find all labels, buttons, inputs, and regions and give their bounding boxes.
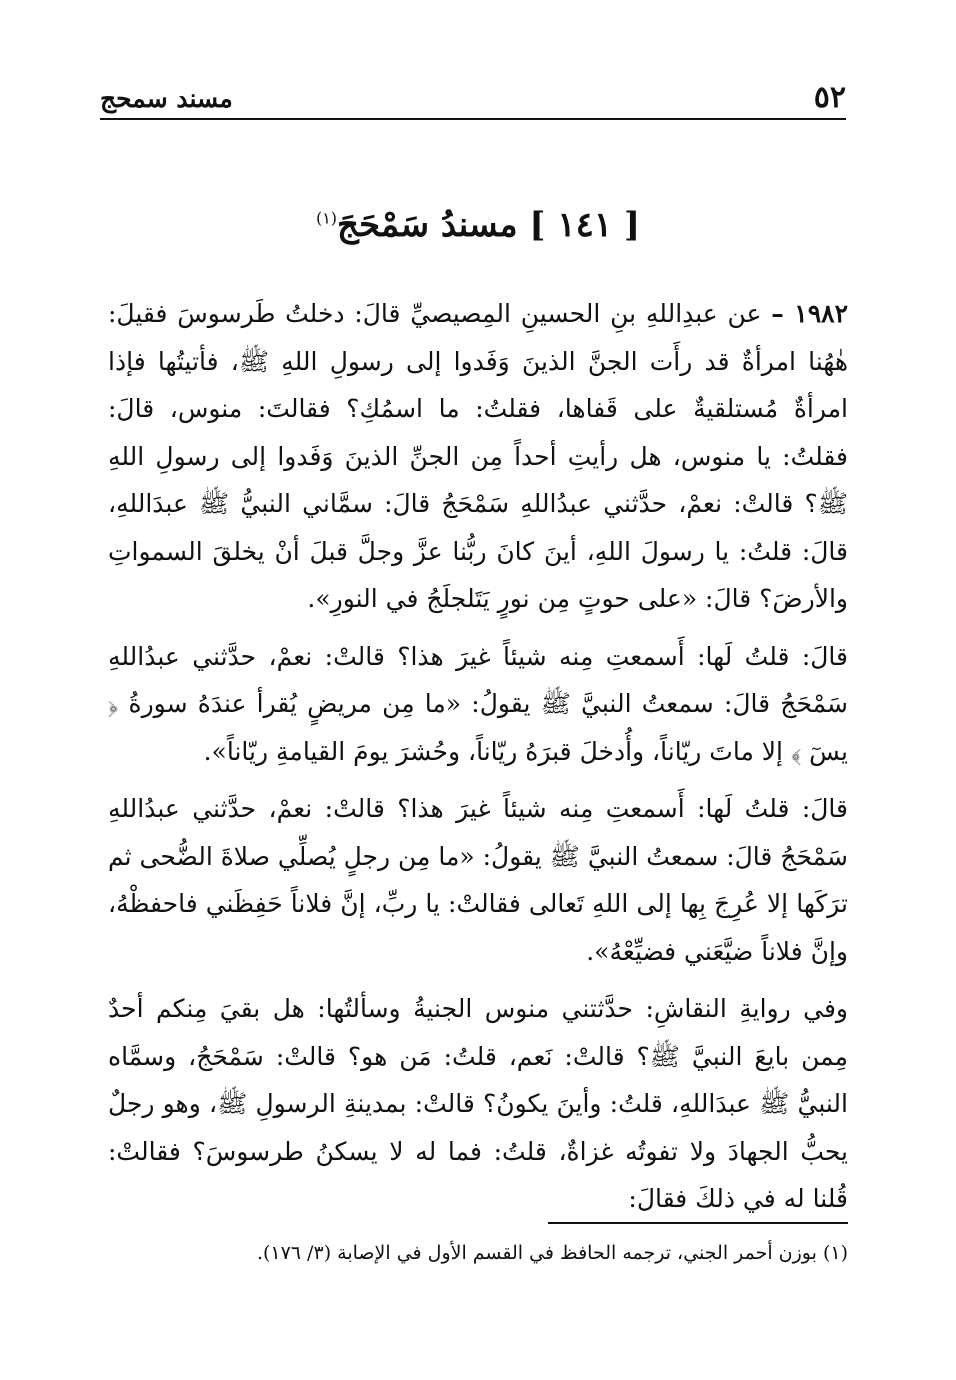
chapter-title-text: [ ١٤١ ] مسندُ سَمْحَجَ: [337, 205, 641, 245]
paragraph-text: وفي روايةِ النقاشِ: حدَّثتني منوس الجنيةُ وسألتُها: هل بقيَ مِنكم أحدٌ مِمن بايعَ النبيَّ ﷺ؟ قالتْ: نَعم، قلتُ: مَن هو؟ قالتْ: سَمْحَجُ، وسمَّاه النبيُّ ﷺ عبدَاللهِ، قلتُ: وأينَ يكونُ؟ قالتْ: بمدينةِ الرسولِ ﷺ، وهو رجلٌ يحبُّ الجهادَ ولا تفوتُه غزاةٌ، قلتُ: فما له لا يسكنُ طرسوسَ؟ فقالتْ: قُلنا له في ذلكَ فقالَ:: [108, 994, 848, 1213]
body-text: [108, 290, 848, 1233]
footnote: (١) بوزن أحمر الجني، ترجمه الحافظ في القسم الأول في الإصابة (٣/ ١٧٦).: [256, 1242, 848, 1264]
paragraph-text: عن عبدِاللهِ بنِ الحسينِ المِصيصيِّ قالَ: دخلتُ طَرسوسَ فقيلَ: هٰهُنا امرأةٌ قد رأَت الجنَّ الذينَ وَفَدوا إلى رسولِ اللهِ ﷺ، فأتيتُها فإذا امرأةٌ مُستلقيةٌ على قَفاها، فقلتُ: ما اسمُكِ؟ فقالتَ: منوس، قالَ: فقلتُ: يا منوس، هل رأيتِ أحداً مِن الجنِّ الذينَ وَفَدوا إلى رسولِ اللهِ ﷺ؟ قالتْ: نعمْ، حدَّثني عبدُاللهِ سَمْحَجُ قالَ: سمَّاني النبيُّ ﷺ عبدَاللهِ، قالَ: قلتُ: يا رسولَ اللهِ، أينَ كانَ ربُّنا عزَّ وجلَّ قبلَ أنْ يخلقَ السمواتِ والأرضَ؟ قالَ: «على حوتٍ مِن نورٍ يَتَلجلَجُ في النورِ».: [108, 299, 848, 613]
running-title: مسند سمحج: [100, 84, 233, 113]
footnote-divider: [548, 1222, 848, 1224]
paragraph: [108, 785, 848, 975]
paragraph: [108, 985, 848, 1223]
page-header: [100, 78, 846, 120]
chapter-title: [0, 205, 956, 245]
paragraph: [108, 290, 848, 623]
paragraph: [108, 633, 848, 776]
page-number: ٥٢: [813, 80, 846, 115]
footnote-reference: (١): [315, 208, 338, 228]
paragraph-text: قالَ: قلتُ لَها: أَسمعتِ مِنه شيئاً غيرَ هذا؟ قالتْ: نعمْ، حدَّثني عبدُاللهِ سَمْحَجُ قالَ: سمعتُ النبيَّ ﷺ يقولُ: «ما مِن رجلٍ يُصلِّي صلاةَ الضُّحى ثم ترَكَها إلا عُرِجَ بِها إلى اللهِ تَعالى فقالتْ: يا ربِّ، إنَّ فلاناً حَفِظَني فاحفظْهُ، وإنَّ فلاناً ضيَّعَني فضيِّعْهُ».: [108, 794, 848, 966]
hadith-number: ١٩٨٢ –: [771, 299, 848, 328]
paragraph-text: قالَ: قلتُ لَها: أَسمعتِ مِنه شيئاً غيرَ هذا؟ قالتْ: نعمْ، حدَّثني عبدُاللهِ سَمْحَجُ قالَ: سمعتُ النبيَّ ﷺ يقولُ: «ما مِن مريضٍ يُقرأ عندَهُ سورةُ ﴿ يسٓ ﴾ إلا ماتَ ريّاناً، وأُدخلَ قبرَهُ ريّاناً، وحُشرَ يومَ القيامةِ ريّاناً».: [108, 641, 848, 766]
